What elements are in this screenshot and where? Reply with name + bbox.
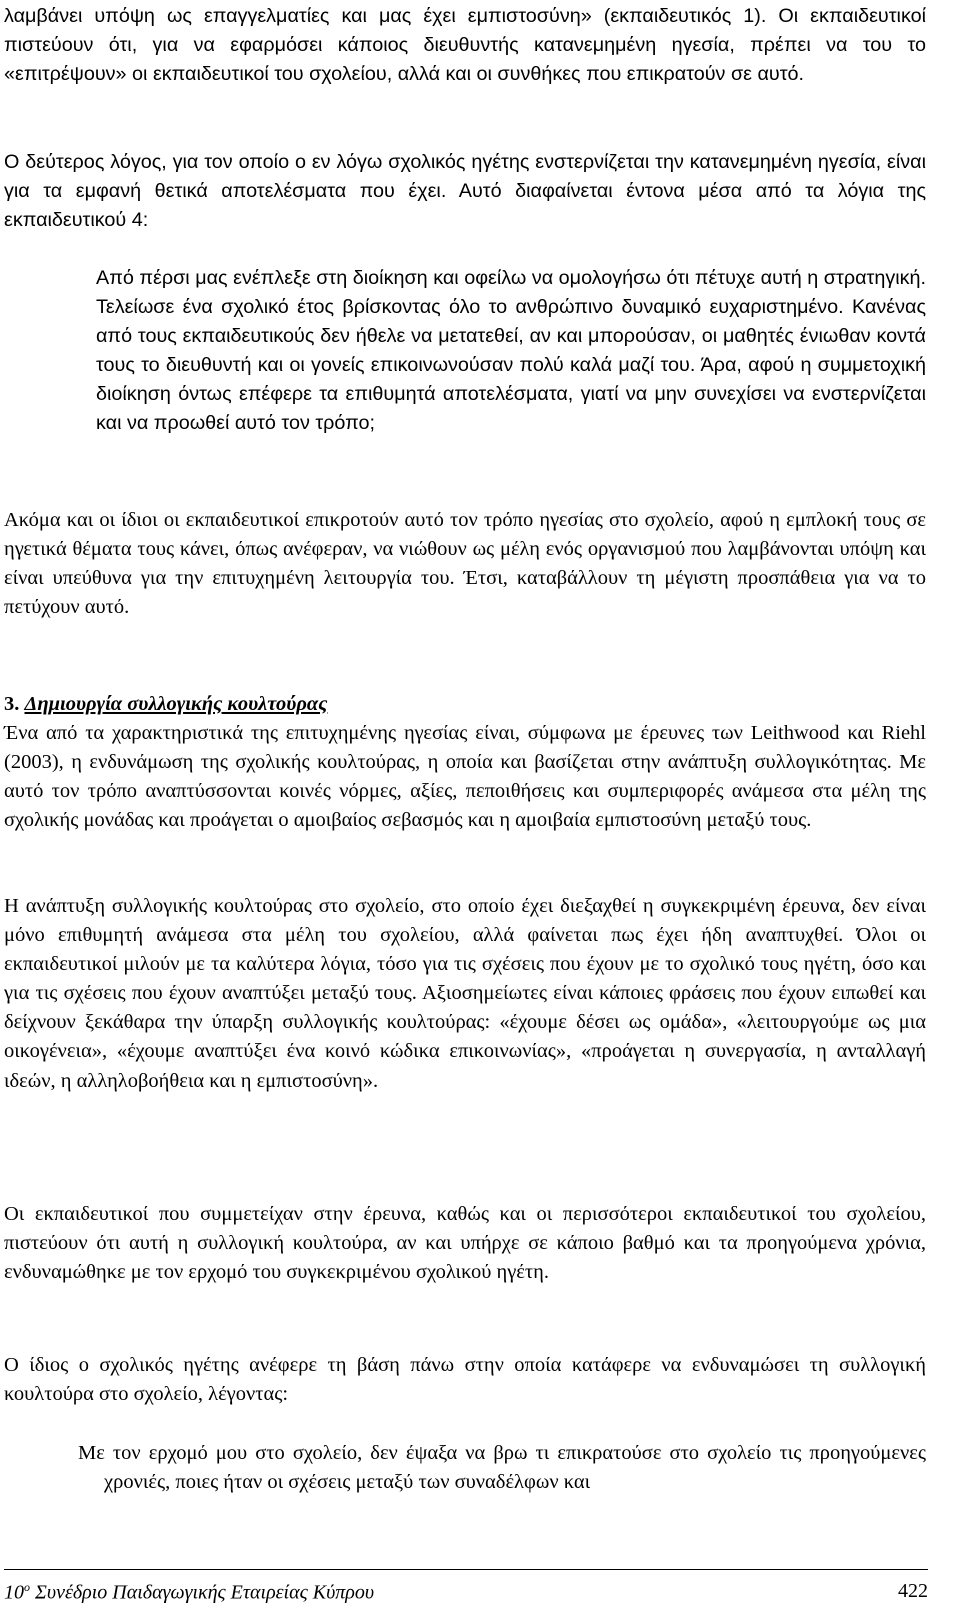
page-footer xyxy=(4,1569,928,1610)
section-number: 3. xyxy=(4,693,20,715)
paragraph-participants: Οι εκπαιδευτικοί που συμμετείχαν στην έρευνα, καθώς και οι περισσότεροι εκπαιδευτικοί του σχολείου, πιστεύουν ότι αυτή η συλλογική κουλτούρα, αν και υπήρχε σε κάποιο βαθμό και τα προηγούμενα χρόνια, ενδυναμώθηκε με τον ερχομό του συγκεκριμένου σχολικού ηγέτη. xyxy=(4,1203,926,1284)
paragraph-collective-culture: Η ανάπτυξη συλλογικής κουλτούρας στο σχολείο, στο οποίο έχει διεξαχθεί η συγκεκριμένη έρευνα, δεν είναι μόνο επιθυμητή ανάμεσα στα μέλη του σχολείου, αλλά φαίνεται πως έχει ήδη αναπτυχθεί. Όλοι οι εκπαιδευτικοί μιλούν με τα καλύτερα λόγια, τόσο για τις σχέσεις που έχουν με το σχολικό τους ηγέτη, όσο και για τις σχέσεις που έχουν αναπτύξει μεταξύ τους. Αξιοσημείωτες είναι κάποιες φράσεις που έχουν ειπωθεί και δείχνουν ξεκάθαρα την ύπαρξη συλλογικής κουλτούρας: «έχουμε δέσει ως ομάδα», «λειτουργούμε ως μια οικογένεια», «έχουμε αναπτύξει ένα κοινό κώδικα επικοινωνίας», «προάγεται η συνεργασία, η ανταλλαγή ιδεών, η αλληλοβοήθεια και η εμπιστοσύνη». xyxy=(4,895,926,1092)
section-heading xyxy=(4,690,327,719)
footer-conference xyxy=(4,1580,374,1605)
footer-edition-number: 10 xyxy=(4,1581,24,1604)
page-number: 422 xyxy=(898,1580,928,1602)
quote-teacher-4: Από πέρσι μας ενέπλεξε στη διοίκηση και οφείλω να ομολογήσω ότι πέτυχε αυτή η στρατηγική. Τελείωσε ένα σχολικό έτος βρίσκοντας όλο το ανθρώπινο δυναμικό ευχαριστημένο. Κανένας από τους εκπαιδευτικούς δεν ήθελε να μετατεθεί, αν και μπορούσαν, οι μαθητές ένιωθαν κοντά τους το διευθυντή και οι γονείς επικοινωνούσαν πολύ καλά μαζί του. Άρα, αφού η συμμετοχική διοίκηση όντως επέφερε τα επιθυμητά αποτελέσματα, γιατί να μην συνεχίσει να ενστερνίζεται και να προωθεί αυτό τον τρόπο; xyxy=(96,267,926,435)
paragraph-successful-leadership: Ένα από τα χαρακτηριστικά της επιτυχημένης ηγεσίας είναι, σύμφωνα με έρευνες των Leithwood και Riehl (2003), η ενδυνάμωση της σχολικής κουλτούρας, η οποία και βασίζεται στην ανάπτυξη συλλογικότητας. Με αυτό τον τρόπο αναπτύσσονται κοινές νόρμες, αξίες, πεποιθήσεις και συμπεριφορές ανάμεσα στα μέλη της σχολικής μονάδας και προάγεται ο αμοιβαίος σεβασμός και η αμοιβαία εμπιστοσύνη μεταξύ τους. xyxy=(4,722,926,832)
section-title: Δημιουργία συλλογικής κουλτούρας xyxy=(24,693,328,715)
footer-conference-name: Συνέδριο Παιδαγωγικής Εταιρείας Κύπρου xyxy=(30,1581,375,1604)
paragraph-second-reason: Ο δεύτερος λόγος, για τον οποίο ο εν λόγω σχολικός ηγέτης ενστερνίζεται την κατανεμημένη ηγεσία, είναι για τα εμφανή θετικά αποτελέσματα που έχει. Αυτό διαφαίνεται έντονα μέσα από τα λόγια της εκπαιδευτικού 4: xyxy=(4,151,926,232)
paragraph-teachers-approve: Ακόμα και οι ίδιοι οι εκπαιδευτικοί επικροτούν αυτό τον τρόπο ηγεσίας στο σχολείο, αφού η εμπλοκή τους σε ηγετικά θέματα τους κάνει, όπως ανέφεραν, να νιώθουν ως μέλη ενός οργανισμού που λαμβάνονται υπόψη και είναι υπεύθυνα για την επιτυχημένη λειτουργία του. Έτσι, καταβάλλουν τη μέγιστη προσπάθεια για να το πετύχουν αυτό. xyxy=(4,509,926,619)
paragraph-leader-statement: Ο ίδιος ο σχολικός ηγέτης ανέφερε τη βάση πάνω στην οποία κατάφερε να ενδυναμώσει τη συλλογική κουλτούρα στο σχολείο, λέγοντας: xyxy=(4,1354,926,1406)
paragraph-teacher-trust: λαμβάνει υπόψη ως επαγγελματίες και μας έχει εμπιστοσύνη» (εκπαιδευτικός 1). Οι εκπαιδευτικοί πιστεύουν ότι, για να εφαρμόσει κάποιος διευθυντής κατανεμημένη ηγεσία, πρέπει να του το «επιτρέψουν» οι εκπαιδευτικοί του σχολείου, αλλά και οι συνθήκες που επικρατούν σε αυτό. xyxy=(4,5,926,86)
footer-edition-suffix: ο xyxy=(24,1580,30,1594)
quote-school-leader-text: Με τον ερχομό μου στο σχολείο, δεν έψαξα να βρω τι επικρατούσε στο σχολείο τις προηγούμενες χρονιές, ποιες ήταν οι σχέσεις μεταξύ των συναδέλφων και xyxy=(78,1442,926,1494)
quote-school-leader xyxy=(78,1439,926,1497)
